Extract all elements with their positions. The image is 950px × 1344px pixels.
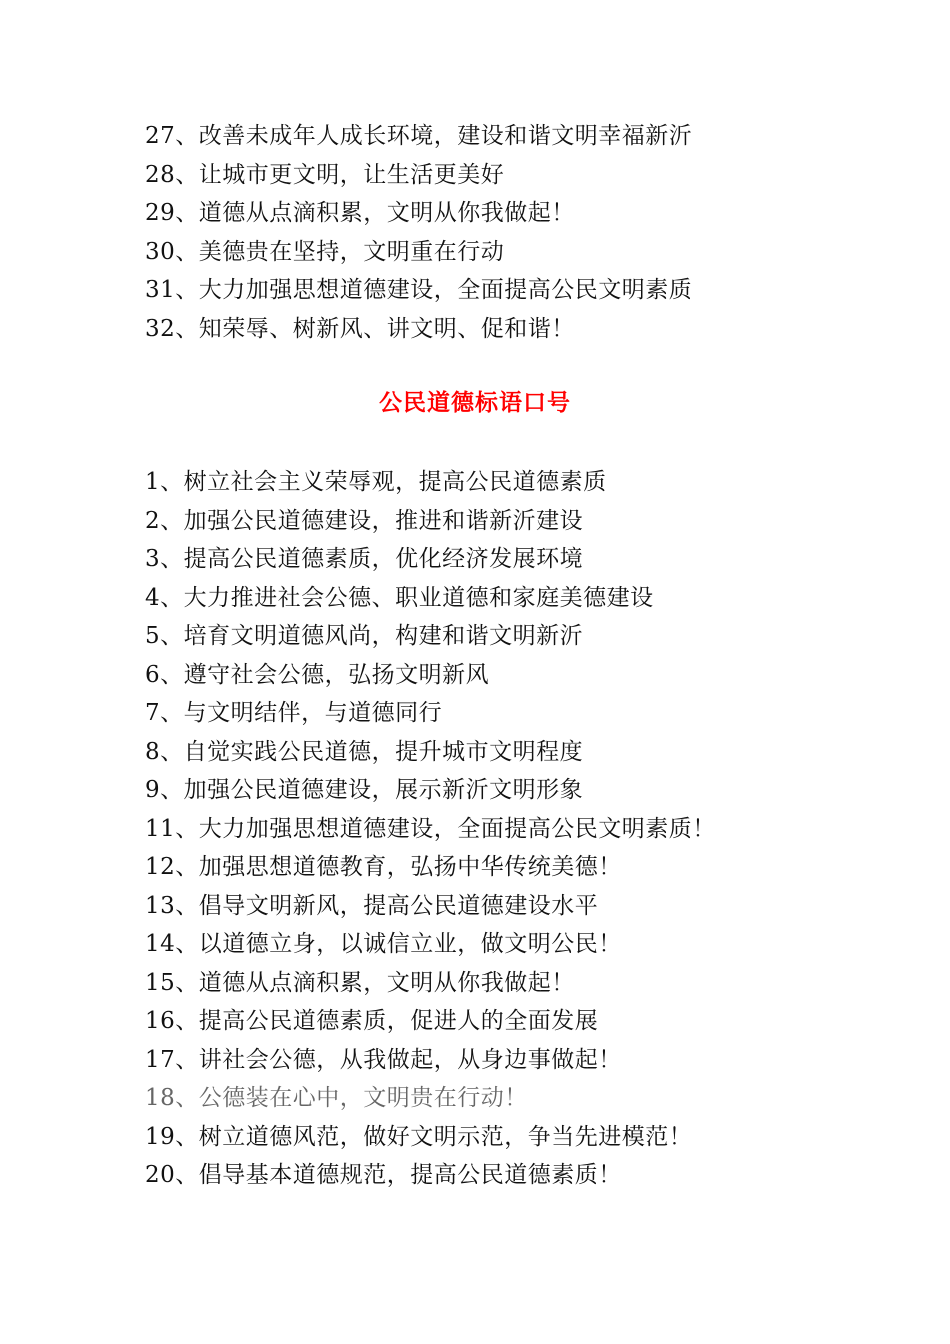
list-item: 8、自觉实践公民道德，提升城市文明程度: [145, 738, 584, 765]
list-item: 20、倡导基本道德规范，提高公民道德素质！: [145, 1162, 622, 1188]
list-item: 16、提高公民道德素质，促进人的全面发展: [145, 1008, 599, 1034]
list-item: 5、培育文明道德风尚，构建和谐文明新沂: [145, 623, 584, 649]
section-title: 公民道德标语口号: [379, 389, 571, 416]
list-item: 9、加强公民道德建设，展示新沂文明形象: [145, 777, 584, 803]
list-item: 15、道德从点滴积累，文明从你我做起！: [145, 969, 575, 996]
list-item: 32、知荣辱、树新风、讲文明、促和谐！: [145, 315, 575, 342]
slogan-list-continued: [145, 117, 692, 348]
list-item: 11、大力加强思想道德建设，全面提高公民文明素质！: [145, 815, 716, 842]
list-item: 13、倡导文明新风，提高公民道德建设水平: [145, 892, 599, 919]
list-item: 27、改善未成年人成长环境，建设和谐文明幸福新沂: [145, 123, 693, 149]
list-item: 19、树立道德风范，做好文明示范，争当先进模范！: [145, 1123, 693, 1150]
list-item: 4、大力推进社会公德、职业道德和家庭美德建设: [145, 584, 654, 611]
list-item: 6、遵守社会公德，弘扬文明新风: [145, 661, 490, 688]
list-item: 3、提高公民道德素质，优化经济发展环境: [145, 546, 584, 572]
list-item: 12、加强思想道德教育，弘扬中华传统美德！: [145, 854, 622, 880]
slogan-list: [145, 463, 716, 1195]
list-item: 30、美德贵在坚持，文明重在行动: [145, 238, 505, 265]
list-item: 17、讲社会公德，从我做起，从身边事做起！: [145, 1046, 622, 1073]
list-item: 28、让城市更文明，让生活更美好: [145, 161, 505, 188]
list-item: 31、大力加强思想道德建设，全面提高公民文明素质: [145, 277, 693, 303]
list-item: 18、公德装在心中，文明贵在行动！: [145, 1085, 528, 1111]
list-item: 29、道德从点滴积累，文明从你我做起！: [145, 200, 575, 226]
list-item: 7、与文明结伴，与道德同行: [145, 700, 443, 726]
list-item: 2、加强公民道德建设，推进和谐新沂建设: [145, 507, 584, 534]
list-item: 1、树立社会主义荣辱观，提高公民道德素质: [145, 469, 607, 495]
list-item: 14、以道德立身，以诚信立业，做文明公民！: [145, 931, 622, 957]
